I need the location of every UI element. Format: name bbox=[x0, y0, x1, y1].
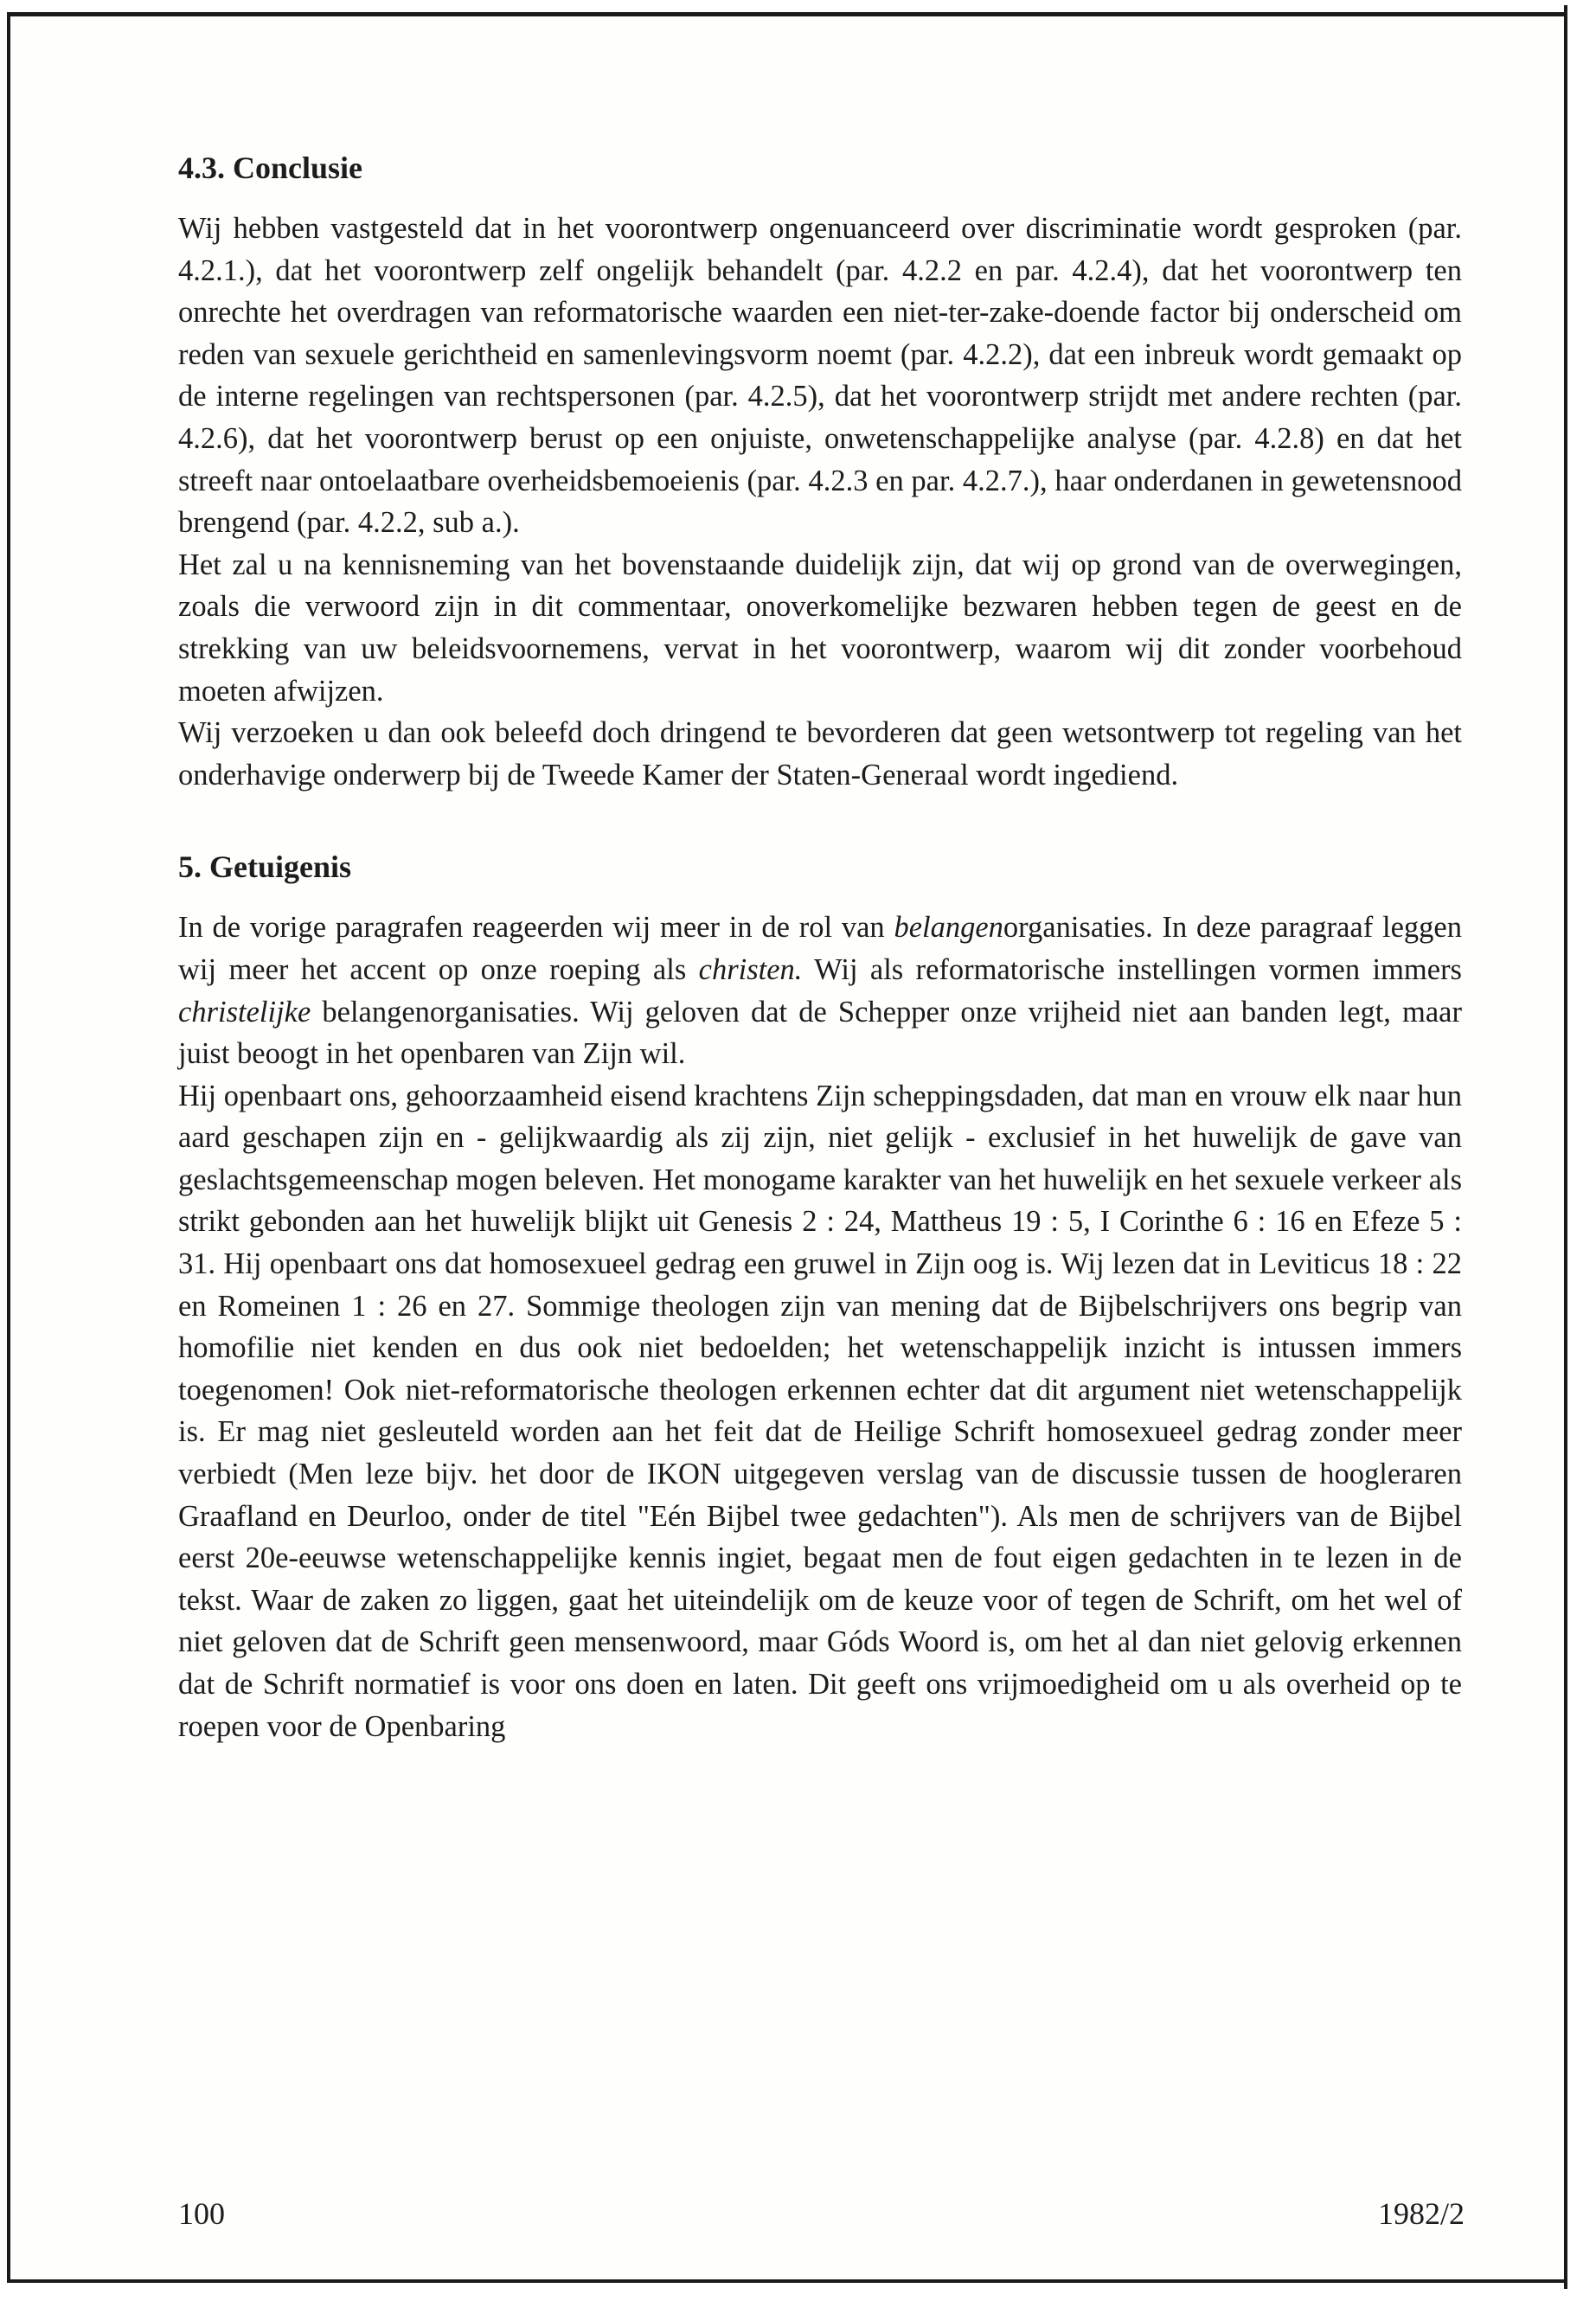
paragraph-getuigenis-1 bbox=[178, 907, 1462, 1074]
paragraph-getuigenis-2: Hij openbaart ons, gehoorzaamheid eisend krachtens Zijn scheppingsdaden, dat man en vrouw elk naar hun aard geschapen zijn en - gelijkwaardig als zij zijn, niet gelijk - exclusief in het huwelijk de gave van geslachtsgemeenschap mogen beleven. Het monogame karakter van het huwelijk en het sexuele verkeer als strikt gebonden aan het huwelijk blijkt uit Genesis 2 : 24, Mattheus 19 : 5, I Corinthe 6 : 16 en Efeze 5 : 31. Hij openbaart ons dat homosexueel gedrag een gruwel in Zijn oog is. Wij lezen dat in Leviticus 18 : 22 en Romeinen 1 : 26 en 27. Sommige theologen zijn van mening dat de Bijbelschrijvers ons begrip van homofilie niet kenden en dus ook niet bedoelden; het wetenschappelijk inzicht is intussen immers toegenomen! Ook niet-reformatorische theologen erkennen echter dat dit argument niet wetenschappelijk is. Er mag niet gesleuteld worden aan het feit dat de Heilige Schrift homosexueel gedrag zonder meer verbiedt (Men leze bijv. het door de IKON uitgegeven verslag van de discussie tussen de hoogleraren Graafland en Deurloo, onder de titel "Eén Bijbel twee gedachten"). Als men de schrijvers van de Bijbel eerst 20e-eeuwse wetenschappelijke kennis ingiet, begaat men de fout eigen gedachten in te lezen in de tekst. Waar de zaken zo liggen, gaat het uiteindelijk om de keuze voor of tegen de Schrift, om het wel of niet geloven dat de Schrift geen mensenwoord, maar Góds Woord is, om het al dan niet gelovig erkennen dat de Schrift normatief is voor ons doen en laten. Dit geeft ons vrijmoedigheid om u als overheid op te roepen voor de Openbaring bbox=[178, 1079, 1462, 1743]
page-content bbox=[178, 147, 1462, 1747]
paragraph-conclusie-3: Wij verzoeken u dan ook beleefd doch dringend te bevorderen dat geen wetsontwerp tot regeling van het onderhavige onderwerp bij de Tweede Kamer der Staten-Generaal wordt ingediend. bbox=[178, 716, 1462, 792]
section-heading-getuigenis: 5. Getuigenis bbox=[178, 849, 352, 885]
section-heading-conclusie: 4.3. Conclusie bbox=[178, 151, 363, 185]
paragraph-conclusie-1: Wij hebben vastgesteld dat in het voorontwerp ongenuanceerd over discriminatie wordt gesproken (par. 4.2.1.), dat het voorontwerp zelf ongelijk behandelt (par. 4.2.2 en par. 4.2.4), dat het voorontwerp ten onrechte het overdragen van reformatorische waarden een niet-ter-zake-doende factor bij onderscheid om reden van sexuele gerichtheid en samenlevingsvorm noemt (par. 4.2.2), dat een inbreuk wordt gemaakt op de interne regelingen van rechtspersonen (par. 4.2.5), dat het voorontwerp strijdt met andere rechten (par. 4.2.6), dat het voorontwerp berust op een onjuiste, onwetenschappelijke analyse (par. 4.2.8) en dat het streeft naar ontoelaatbare overheidsbemoeienis (par. 4.2.3 en par. 4.2.7.), haar onderdanen in gewetensnood brengend (par. 4.2.2, sub a.). bbox=[178, 212, 1462, 540]
page-edge-line bbox=[1564, 5, 1567, 2289]
paragraph-conclusie-2: Het zal u na kennisneming van het bovenstaande duidelijk zijn, dat wij op grond van de overwegingen, zoals die verwoord zijn in dit commentaar, onoverkomelijke bezwaren hebben tegen de geest en de strekking van uw beleidsvoornemens, vervat in het voorontwerp, waarom wij dit zonder voorbehoud moeten afwijzen. bbox=[178, 548, 1462, 708]
text-span: belangenorganisaties. Wij geloven dat de Schepper onze vrijheid niet aan banden legt, maar juist beoogt in het openbaren van Zijn wil. bbox=[178, 995, 1462, 1071]
text-span: In de vorige paragrafen reageerden wij meer in de rol van bbox=[178, 911, 894, 945]
emphasis-christen: christen. bbox=[698, 952, 803, 986]
text-span: Wij als reformatorische instellingen vormen immers bbox=[802, 952, 1462, 986]
text-span: organisaties. In deze paragraaf leggen wij meer het accent op onze roeping als bbox=[178, 911, 1462, 986]
page-number: 100 bbox=[178, 2196, 225, 2231]
emphasis-belangen: belangen bbox=[894, 911, 1003, 945]
emphasis-christelijke: christelijke bbox=[178, 995, 311, 1029]
issue-number: 1982/2 bbox=[1377, 2196, 1465, 2231]
